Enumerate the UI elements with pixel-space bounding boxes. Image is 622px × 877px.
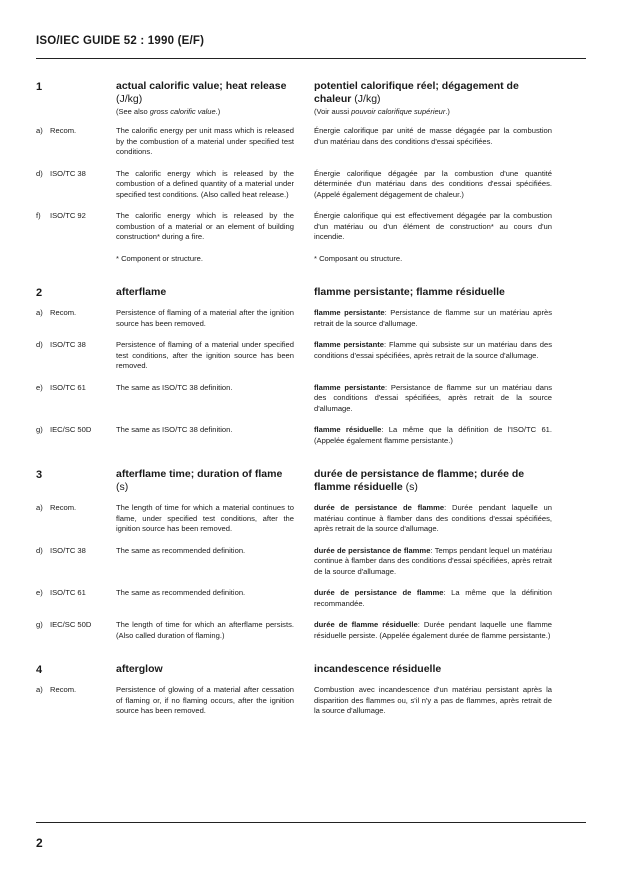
- definition-source: IEC/SC 50D: [50, 425, 92, 434]
- french-unit: (s): [405, 481, 418, 493]
- english-term: [116, 80, 296, 117]
- definition-source: ISO/TC 61: [50, 382, 86, 392]
- definition-fr-text: : Persistance de flamme sur un matériau dans des conditions d'essai spécifiées, après retrait de la source d'allumage.: [314, 382, 552, 413]
- definition-source: IEC/SC 50D: [50, 620, 92, 629]
- definition-fr-term: flamme persistante: [314, 382, 385, 392]
- french-see-also: [314, 106, 559, 117]
- definition-fr: [314, 340, 552, 361]
- english-unit: (s): [116, 481, 129, 493]
- header-rule: [36, 58, 586, 59]
- definition-en: The same as recommended definition.: [116, 545, 246, 555]
- french-unit: (J/kg): [354, 93, 381, 105]
- definition-fr-text: : La même que la définition de l'ISO/TC 61. (Appelée également flamme persistante.): [314, 425, 553, 445]
- definition-fr: [314, 308, 552, 329]
- definition-row: [36, 546, 586, 578]
- definition-fr-text: : Durée pendant laquelle une flamme résiduelle persiste. (Appelée également durée de flamme persistante.): [314, 620, 552, 640]
- definition-fr-text: : Persistance de flamme sur un matériau après retrait de la source d'allumage.: [314, 308, 552, 328]
- definition-row: [36, 169, 586, 201]
- entry-number: 1: [36, 81, 43, 93]
- entry-heading: [36, 80, 586, 117]
- french-term: flamme persistante; flamme résiduelle: [314, 286, 505, 298]
- french-term: [314, 80, 559, 117]
- definition-fr-term: flamme persistante: [314, 308, 385, 317]
- definition-fr: [314, 383, 552, 415]
- definition-source: ISO/TC 38: [50, 168, 86, 178]
- definition-fr-term: durée de persistance de flamme: [314, 588, 444, 597]
- definition-en: Persistence of glowing of a material after cessation of flaming or, if no flaming occurs, after the ignition source has been removed.: [116, 685, 294, 715]
- definition-fr-text: : La même que la définition recommandée.: [314, 588, 552, 608]
- footnote-en: * Component or structure.: [116, 253, 203, 263]
- entry-heading: [36, 286, 586, 299]
- french-term-text: durée de persistance de flamme; durée de flamme résiduelle: [314, 468, 525, 493]
- glossary-entries: [36, 80, 586, 739]
- definition-en: The length of time for which a material continues to flame, under specified test conditions, after the ignition source has been removed.: [116, 503, 294, 533]
- entry-heading: [36, 663, 586, 676]
- definition-fr-term: flamme persistante: [314, 340, 385, 349]
- entry-1: [36, 80, 586, 264]
- definition-fr-text: : Durée pendant laquelle un matériau continue à flamber dans des conditions d'essai spécifiées, après retrait de la source d'allumage.: [314, 503, 552, 533]
- english-term: afterglow: [116, 663, 163, 675]
- entry-3: [36, 468, 586, 641]
- definition-label: e): [36, 588, 43, 597]
- footnote-row: [36, 254, 586, 265]
- french-term: incandescence résiduelle: [314, 663, 442, 675]
- definition-row: [36, 425, 586, 446]
- definition-fr: [314, 546, 552, 578]
- english-see-also: [116, 106, 296, 117]
- definition-en: The calorific energy which is released by the combustion of a defined quantity of a material under specified test conditions. (Also called heat release.): [116, 168, 294, 199]
- definition-label: d): [36, 340, 43, 349]
- see-suffix: .): [445, 107, 450, 116]
- english-term-text: afterflame time; duration of flame: [116, 468, 283, 480]
- definition-fr: Énergie calorifique dégagée par la combustion d'une quantité déterminée d'un matériau dans des conditions d'essai spécifiées. (Appelé également dégagement de chaleur.): [314, 168, 552, 199]
- entry-number: 2: [36, 287, 43, 299]
- definition-row: [36, 620, 586, 641]
- definition-row: [36, 588, 586, 609]
- definition-fr-text: : Flamme qui subsiste sur un matériau dans des conditions d'essai spécifiées, après retrait de la source d'allumage.: [314, 340, 553, 360]
- see-term: pouvoir calorifique supérieur: [351, 107, 446, 116]
- page-number: 2: [36, 836, 43, 850]
- definition-label: a): [36, 503, 43, 512]
- entry-2: [36, 286, 586, 446]
- definition-en: The calorific energy per unit mass which is released by the combustion of a material under specified test conditions.: [116, 126, 294, 156]
- entry-number: 4: [36, 664, 43, 676]
- definition-source: ISO/TC 61: [50, 588, 86, 597]
- definition-row: [36, 308, 586, 329]
- definition-row: [36, 211, 586, 243]
- entry-heading: [36, 468, 586, 494]
- definition-fr: Énergie calorifique qui est effectivement dégagée par la combustion d'un matériau ou d'un élément de construction* au cours d'un incendie.: [314, 211, 552, 241]
- definition-label: g): [36, 425, 43, 434]
- footnote-fr: * Composant ou structure.: [314, 253, 403, 263]
- definition-fr: Combustion avec incandescence d'un matériau persistant après la disparition des flammes ou, s'il n'y a pas de flammes, après retrait de la source d'allumage.: [314, 685, 552, 715]
- definition-fr: [314, 503, 552, 535]
- definition-source: ISO/TC 38: [50, 340, 86, 349]
- definition-fr: [314, 588, 552, 609]
- definition-fr: [314, 425, 552, 446]
- definition-source: ISO/TC 92: [50, 211, 86, 220]
- entry-number: 3: [36, 469, 43, 481]
- definition-source: Recom.: [50, 503, 77, 512]
- see-prefix: (See also: [116, 107, 150, 116]
- definition-fr-term: durée de persistance de flamme: [314, 503, 445, 512]
- definition-source: Recom.: [50, 126, 77, 135]
- definition-source: Recom.: [50, 685, 77, 694]
- french-term-text: potentiel calorifique réel; dégagement de chaleur: [314, 80, 519, 105]
- definition-en: The same as recommended definition.: [116, 588, 246, 597]
- footer-rule: [36, 822, 586, 823]
- french-term: [314, 468, 559, 494]
- definition-row: [36, 340, 586, 372]
- definition-fr-text: : Temps pendant lequel un matériau continue à flamber dans des conditions d'essai spécifiées, après retrait de la source d'allumage.: [314, 545, 552, 576]
- definition-fr: [314, 620, 552, 641]
- see-prefix: (Voir aussi: [314, 107, 352, 116]
- definition-row: [36, 383, 586, 415]
- page-header: ISO/IEC GUIDE 52 : 1990 (E/F): [36, 35, 205, 47]
- english-term: [116, 468, 296, 494]
- definition-label: d): [36, 168, 43, 178]
- english-term-text: actual calorific value; heat release: [116, 80, 287, 92]
- definition-row: [36, 685, 586, 717]
- definition-fr: Énergie calorifique par unité de masse dégagée par la combustion d'un matériau dans des conditions d'essai spécifiées.: [314, 126, 552, 146]
- definition-source: Recom.: [50, 308, 77, 317]
- definition-source: ISO/TC 38: [50, 545, 86, 555]
- definition-en: The length of time for which an afterflame persists. (Also called duration of flaming.): [116, 620, 294, 640]
- definition-en: The same as ISO/TC 38 definition.: [116, 425, 233, 434]
- english-unit: (J/kg): [116, 93, 143, 105]
- definition-en: Persistence of flaming of a material after the ignition source has been removed.: [116, 308, 294, 328]
- see-suffix: .): [215, 107, 221, 116]
- definition-label: a): [36, 126, 43, 135]
- definition-label: d): [36, 545, 43, 555]
- definition-fr-term: durée de persistance de flamme: [314, 545, 431, 555]
- definition-row: [36, 503, 586, 535]
- definition-row: [36, 126, 586, 158]
- definition-label: e): [36, 382, 43, 392]
- definition-en: Persistence of flaming of a material under specified test conditions, after the ignition source has been removed.: [116, 340, 294, 370]
- definition-en: The calorific energy which is released by the combustion of a material or an element of building construction* during a fire.: [116, 211, 294, 241]
- definition-en: The same as ISO/TC 38 definition.: [116, 382, 233, 392]
- definition-fr-term: durée de flamme résiduelle: [314, 620, 418, 629]
- definition-fr-term: flamme résiduelle: [314, 425, 382, 434]
- definition-label: f): [36, 211, 41, 220]
- english-term: afterflame: [116, 286, 167, 298]
- definition-label: a): [36, 308, 43, 317]
- entry-4: [36, 663, 586, 717]
- definition-label: a): [36, 685, 43, 694]
- definition-label: g): [36, 620, 43, 629]
- see-term: gross calorific value: [149, 107, 216, 116]
